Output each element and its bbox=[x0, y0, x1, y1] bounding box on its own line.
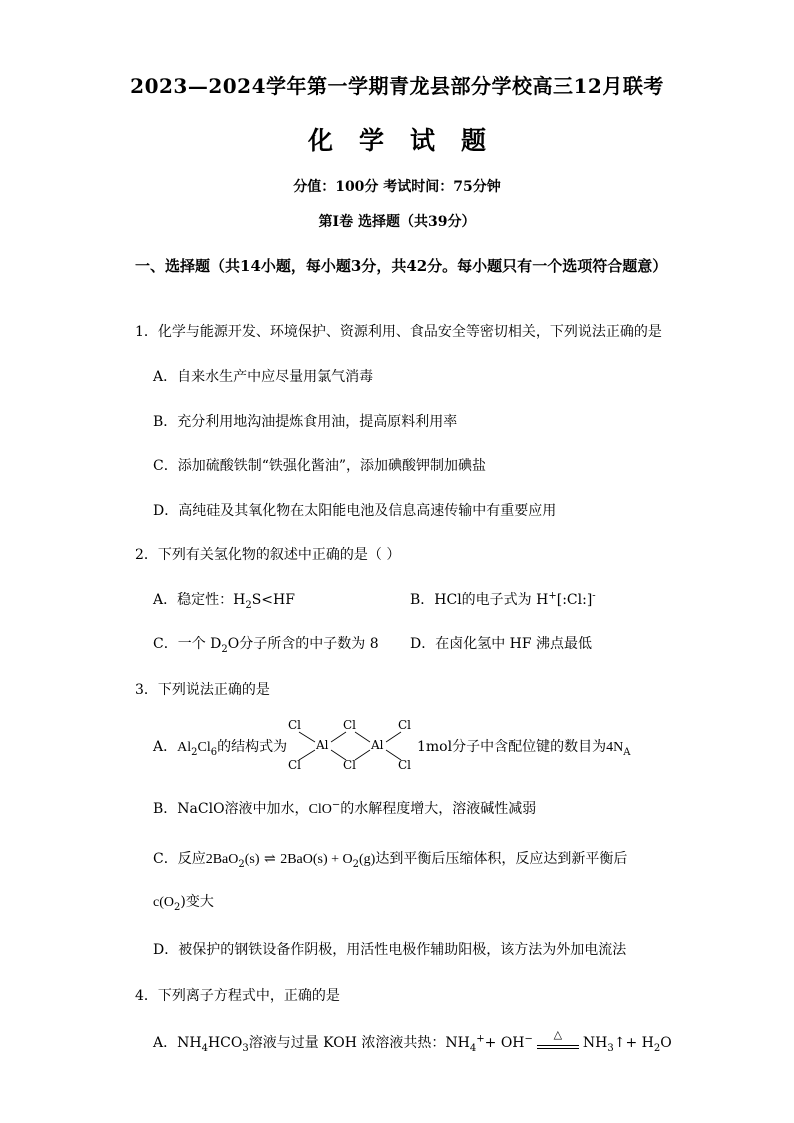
q2-stem: 2．下列有关氢化物的叙述中正确的是（ ） bbox=[135, 547, 401, 563]
q1-option-b: B．充分利用地沟油提炼食用油，提高原料利用率 bbox=[153, 414, 458, 430]
q3-option-a: A．$Al_2Cl_6$的结构式为 bbox=[153, 739, 288, 758]
q3-stem: 3．下列说法正确的是 bbox=[135, 682, 270, 698]
subject-title: 化学试题 bbox=[307, 126, 512, 155]
q4-stem: 4．下列离子方程式中，正确的是 bbox=[135, 988, 340, 1004]
exam-meta: 分值：100分 考试时间：75分钟 bbox=[293, 179, 501, 195]
al2cl6-structure bbox=[283, 718, 418, 772]
q2-option-d: D．在卤化氢中 HF 沸点最低 bbox=[410, 636, 593, 652]
q1-option-a: A．自来水生产中应尽量用氯气消毒 bbox=[153, 369, 374, 385]
q1-option-c: C．添加硫酸铁制“铁强化酱油”，添加碘酸钾制加碘盐 bbox=[153, 458, 487, 474]
cl-atom: Cl bbox=[288, 758, 302, 772]
q2-option-a: A．稳定性：$H_2S<HF$ bbox=[153, 592, 295, 611]
section-heading: 一、选择题（共14小题，每小题3分，共42分。每小题只有一个选项符合题意） bbox=[135, 257, 668, 275]
q3-option-b: B．NaClO溶液中加水，ClO−的水解程度增大，溶液碱性减弱 bbox=[153, 799, 537, 817]
q1-stem: 1．化学与能源开发、环境保护、资源利用、食品安全等密切相关，下列说法正确的是 bbox=[135, 324, 662, 340]
q4-option-a: A．$NH_4HCO_3$溶液与过量 KOH 浓溶液共热：$NH_4^++ OH^-$ △ $NH_3↑+ H_2O$ bbox=[153, 1028, 672, 1054]
cl-atom: Cl bbox=[343, 758, 357, 772]
cl-atom: Cl bbox=[398, 758, 412, 772]
q3-option-a-tail: 1mol分子中含配位键的数目为$4N_A$ bbox=[417, 739, 631, 758]
al-atom: Al bbox=[316, 738, 329, 752]
q1-option-d: D．高纯硅及其氧化物在太阳能电池及信息高速传输中有重要应用 bbox=[153, 503, 557, 519]
equilibrium-arrow: ⇌ bbox=[264, 851, 276, 867]
cl-atom: Cl bbox=[288, 718, 302, 732]
heat-condition: △ bbox=[537, 1034, 579, 1052]
q3-option-d: D．被保护的钢铁设备作阴极，用活性电极作辅助阳极，该方法为外加电流法 bbox=[153, 942, 627, 958]
cl-atom: Cl bbox=[343, 718, 357, 732]
q2-option-b: B．HCl的电子式为 H+[:Cl:]- bbox=[410, 590, 596, 608]
exam-title: 2023—2024学年第一学期青龙县部分学校高三12月联考 bbox=[130, 74, 664, 98]
q3-option-c-line2: $c(O_2)$变大 bbox=[153, 894, 214, 913]
q3-option-c: C．反应2BaO$_2$(s) ⇌ $2BaO(s) + O_2(g)$达到平衡后压缩体积，反应达到新平衡后 bbox=[153, 851, 628, 870]
cl-atom: Cl bbox=[398, 718, 412, 732]
al-atom: Al bbox=[371, 738, 384, 752]
volume-heading: 第Ⅰ卷 选择题（共39分） bbox=[318, 214, 476, 230]
q2-option-c: C．一个 $D_2O$分子所含的中子数为 8 bbox=[153, 636, 379, 655]
